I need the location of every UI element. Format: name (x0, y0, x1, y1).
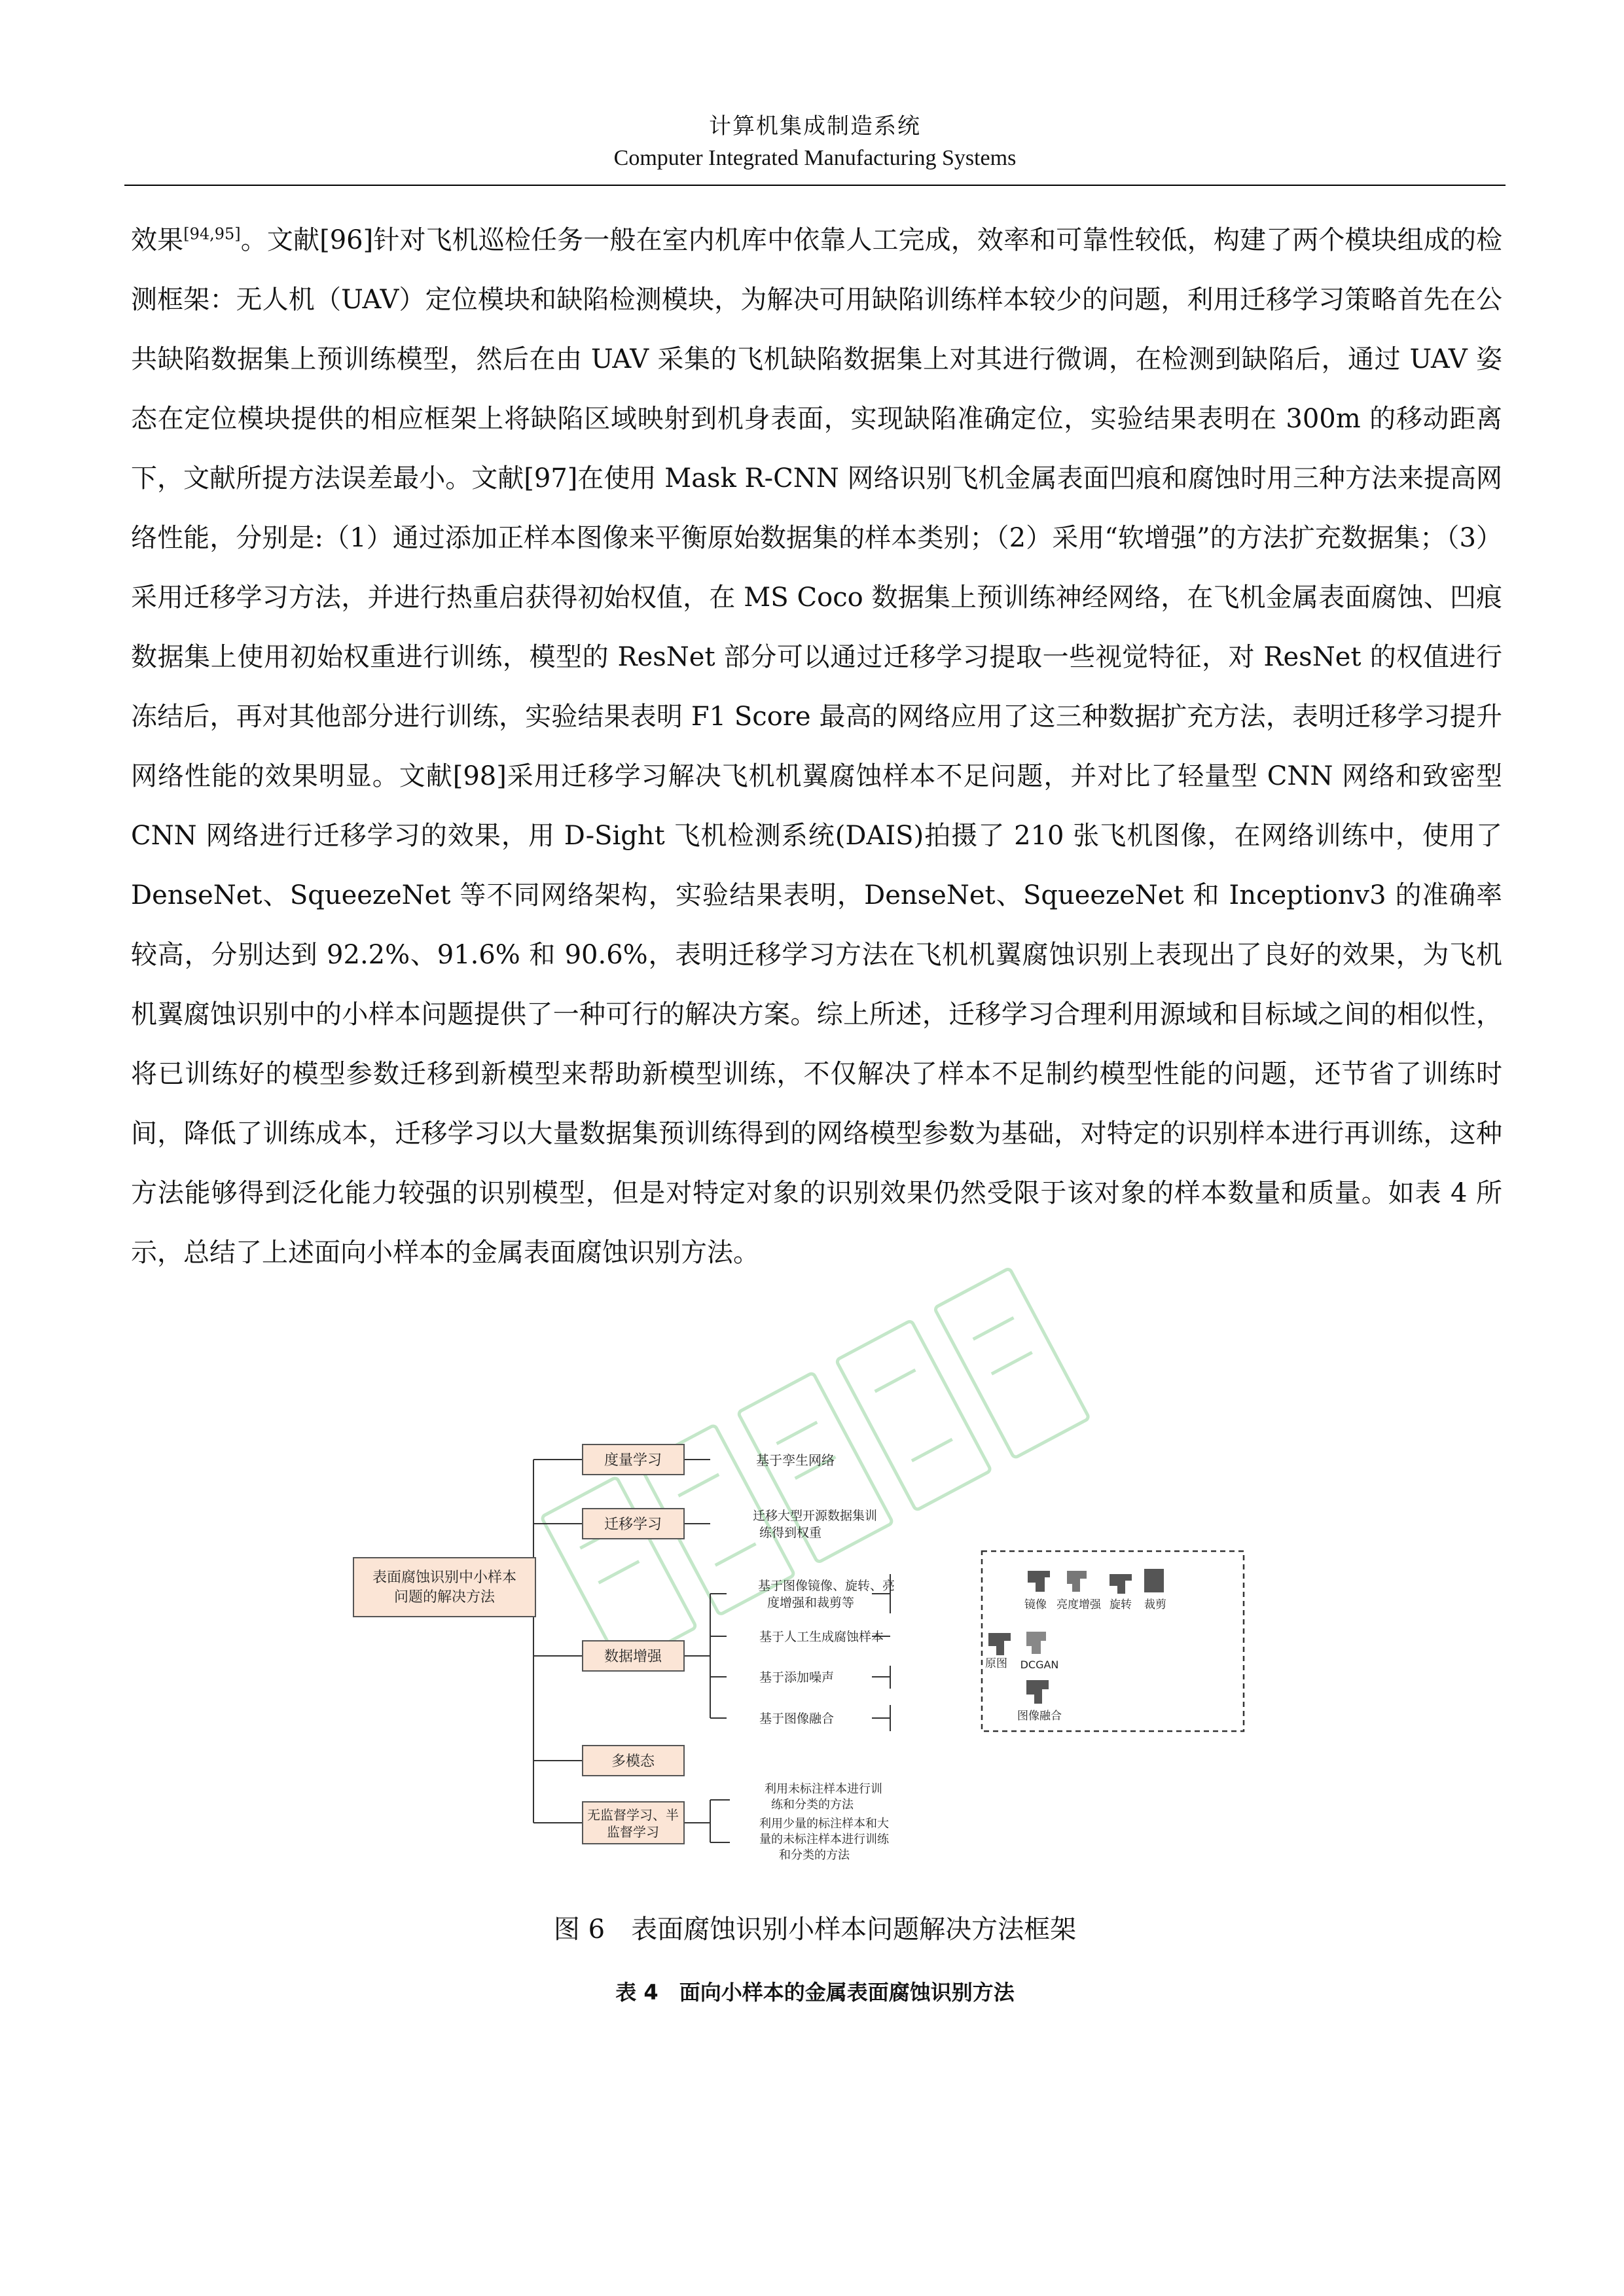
table-caption: 表 4 面向小样本的金属表面腐蚀识别方法 (615, 1980, 1015, 2005)
method-semi2-line2: 量的未标注样本进行训练 (759, 1833, 889, 1846)
method-aug1-line1: 基于图像镜像、旋转、亮 (758, 1579, 895, 1593)
category-semi-label-line2: 监督学习 (607, 1824, 659, 1840)
figure-caption: 图 6 表面腐蚀识别小样本问题解决方法框架 (553, 1914, 1077, 1945)
figure-6-framework-diagram (327, 1437, 1296, 1882)
example-mirror-label: 镜像 (1024, 1598, 1047, 1611)
method-aug1-line2: 度增强和裁剪等 (767, 1596, 855, 1610)
method-aug3: 基于添加噪声 (759, 1670, 835, 1685)
example-rotate-label: 旋转 (1110, 1598, 1132, 1611)
journal-title-cn: 计算机集成制造系统 (709, 113, 921, 139)
thumb-rotate-icon (1110, 1574, 1132, 1594)
thumb-fusion-icon (1026, 1680, 1049, 1704)
example-dcgan-label: DCGAN (1020, 1659, 1059, 1671)
category-transfer-learning (583, 1509, 684, 1539)
root-label-line1: 表面腐蚀识别中小样本 (372, 1570, 517, 1586)
thumb-crop-icon (1144, 1569, 1164, 1592)
header-divider (124, 185, 1506, 186)
example-brightness-label: 亮度增强 (1056, 1598, 1101, 1611)
thumb-dcgan-icon (1026, 1632, 1046, 1654)
citation-superscript: [94,95] (183, 224, 241, 243)
page-header (124, 110, 1506, 174)
method-transfer-line2: 练得到权重 (759, 1526, 822, 1540)
example-original-label: 原图 (985, 1657, 1007, 1670)
thumb-original-icon (988, 1633, 1011, 1655)
method-semi1-line2: 练和分类的方法 (771, 1798, 854, 1812)
thumb-mirror-icon (1028, 1571, 1050, 1592)
framework-diagram-svg (327, 1437, 1296, 1882)
method-aug2: 基于人工生成腐蚀样本 (759, 1630, 884, 1644)
paragraph-text: 。文献[96]针对飞机巡检任务一般在室内机库中依靠人工完成，效率和可靠性较低，构建了两个模块组成的检测框架：无人机（UAV）定位模块和缺陷检测模块，为解决可用缺陷训练样本较少的问题，利用迁移学习策略首先在公共缺陷数据集上预训练模型，然后在由 UAV 采集的飞机缺陷数据集上对其进行微调，在检测到缺陷后，通过 UAV 姿态在定位模块提供的相应框架上将缺陷区域映射到机身表面，实现缺陷准确定位，实验结果表明在 300m 的移动距离下，文献所提方法误差最小。文献[97]在使用 Mask R-CNN 网络识别飞机金属表面凹痕和腐蚀时用三种方法来提高网络性能，分别是:（1）通过添加正样本图像来平衡原始数据集的样本类别；（2）采用“软增强”的方法扩充数据集；（3）采用迁移学习方法，并进行热重启获得初始权值，在 MS Coco 数据集上预训练神经网络，在飞机金属表面腐蚀、凹痕数据集上使用初始权重进行训练，模型的 ResNet 部分可以通过迁移学习提取一些视觉特征，对 ResNet 的权值进行冻结后，再对其他部分进行训练，实验结果表明 F1 Score 最高的网络应用了这三种数据扩充方法，表明迁移学习提升网络性能的效果明显。文献[98]采用迁移学习解决飞机机翼腐蚀样本不足问题，并对比了轻量型 CNN 网络和致密型 CNN 网络进行迁移学习的效果，用 D-Sight 飞机检测系统(DAIS)拍摄了 210 张飞机图像，在网络训练中，使用了 DenseNet、SqueezeNet 等不同网络架构，实验结果表明，DenseNet、SqueezeNet 和 Inceptionv3 的准确率较高，分别达到 92.2%、91.6% 和 90.6%，表明迁移学习方法在飞机机翼腐蚀识别上表现出了良好的效果，为飞机机翼腐蚀识别中的小样本问题提供了一种可行的解决方案。综上所述，迁移学习合理利用源域和目标域之间的相似性，将已训练好的模型参数迁移到新模型来帮助新模型训练，不仅解决了样本不足制约模型性能的问题，还节省了训练时间，降低了训练成本，迁移学习以大量数据集预训练得到的网络模型参数为基础，对特定的识别样本进行再训练，这种方法能够得到泛化能力较强的识别模型，但是对特定对象的识别效果仍然受限于该对象的样本数量和质量。如表 4 所示，总结了上述面向小样本的金属表面腐蚀识别方法。 (131, 225, 1503, 1268)
example-fusion-label: 图像融合 (1017, 1710, 1062, 1723)
paragraph-start: 效果 (131, 225, 184, 255)
method-aug4: 基于图像融合 (759, 1712, 835, 1726)
method-semi1-line1: 利用未标注样本进行训 (765, 1782, 882, 1796)
method-semi2-line3: 和分类的方法 (779, 1848, 850, 1862)
thumb-brightness-icon (1067, 1571, 1087, 1592)
category-semi-supervised (583, 1802, 684, 1844)
category-multimodal-label: 多模态 (611, 1753, 655, 1770)
method-transfer-line1: 迁移大型开源数据集训 (753, 1509, 878, 1523)
category-transfer-label: 迁移学习 (604, 1516, 662, 1533)
category-metric-learning (583, 1444, 684, 1475)
augmentation-examples-panel (982, 1551, 1244, 1731)
example-thumbnails (988, 1569, 1164, 1704)
method-siamese: 基于孪生网络 (756, 1452, 835, 1468)
root-node (353, 1558, 535, 1617)
category-data-augmentation (583, 1641, 684, 1671)
root-label-line2: 问题的解决方法 (393, 1589, 496, 1605)
example-crop-label: 裁剪 (1144, 1598, 1166, 1611)
category-augment-label: 数据增强 (604, 1649, 662, 1665)
journal-title-en: Computer Integrated Manufacturing Systems (613, 146, 1017, 170)
body-paragraph (131, 211, 1502, 1283)
category-semi-label-line1: 无监督学习、半 (587, 1807, 679, 1823)
category-metric-label: 度量学习 (604, 1452, 662, 1469)
method-semi2-line1: 利用少量的标注样本和大 (759, 1817, 889, 1831)
category-multimodal (583, 1746, 684, 1776)
